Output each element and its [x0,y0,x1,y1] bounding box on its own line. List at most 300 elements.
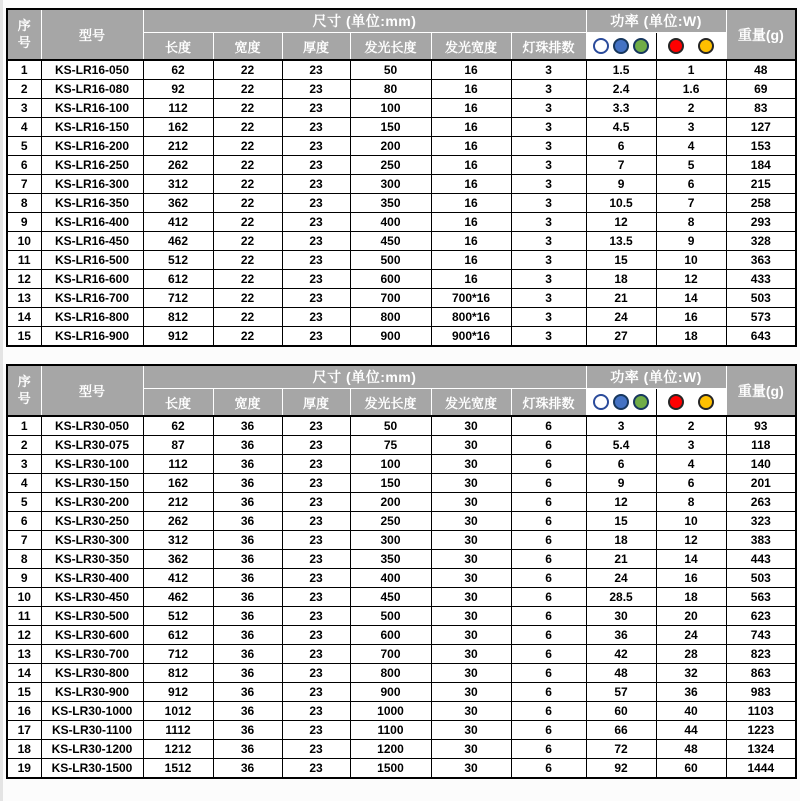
cell-length: 262 [143,512,213,531]
cell-emit-length: 800 [350,664,431,683]
cell-width: 22 [213,60,282,80]
cell-weight: 573 [726,308,796,327]
cell-led-rows: 6 [511,436,586,455]
cell-width: 36 [213,702,282,721]
cell-led-rows: 6 [511,455,586,474]
cell-emit-length: 300 [350,531,431,550]
cell-model: KS-LR16-350 [41,194,143,213]
cell-width: 36 [213,721,282,740]
cell-weight: 363 [726,251,796,270]
cell-power-red-yellow: 60 [656,759,726,779]
cell-index: 17 [7,721,41,740]
cell-emit-width: 800*16 [431,308,511,327]
cell-weight: 328 [726,232,796,251]
table-row [7,327,796,347]
cell-emit-length: 1500 [350,759,431,779]
cell-length: 712 [143,289,213,308]
cell-thickness: 23 [282,270,350,289]
led-color-icons [587,389,656,415]
cell-width: 22 [213,270,282,289]
cell-emit-length: 500 [350,251,431,270]
cell-model: KS-LR16-900 [41,327,143,347]
cell-power-red-yellow: 6 [656,175,726,194]
cell-model: KS-LR30-075 [41,436,143,455]
cell-led-rows: 3 [511,194,586,213]
cell-weight: 93 [726,416,796,436]
cell-index: 3 [7,455,41,474]
cell-emit-length: 250 [350,512,431,531]
cell-power-red-yellow: 18 [656,588,726,607]
cell-thickness: 23 [282,436,350,455]
cell-power-white-blue-green: 18 [586,531,656,550]
cell-index: 11 [7,251,41,270]
table-row [7,550,796,569]
table-header [7,9,796,60]
cell-power-red-yellow: 2 [656,416,726,436]
cell-index: 12 [7,270,41,289]
cell-thickness: 23 [282,607,350,626]
cell-thickness: 23 [282,327,350,347]
cell-power-white-blue-green: 24 [586,569,656,588]
cell-weight: 215 [726,175,796,194]
cell-power-red-yellow: 32 [656,664,726,683]
cell-emit-length: 100 [350,99,431,118]
cell-power-white-blue-green: 5.4 [586,436,656,455]
cell-model: KS-LR16-700 [41,289,143,308]
cell-thickness: 23 [282,512,350,531]
cell-weight: 153 [726,137,796,156]
cell-width: 22 [213,99,282,118]
table-row [7,289,796,308]
cell-width: 22 [213,175,282,194]
cell-length: 1512 [143,759,213,779]
cell-led-rows: 3 [511,99,586,118]
cell-emit-width: 16 [431,232,511,251]
cell-emit-length: 100 [350,455,431,474]
cell-width: 22 [213,232,282,251]
header-led-rows: 灯珠排数 [511,389,586,417]
cell-power-white-blue-green: 21 [586,289,656,308]
cell-power-red-yellow: 12 [656,531,726,550]
cell-width: 36 [213,455,282,474]
cell-power-red-yellow: 3 [656,436,726,455]
cell-weight: 48 [726,60,796,80]
cell-power-red-yellow: 8 [656,213,726,232]
cell-emit-width: 30 [431,569,511,588]
cell-weight: 503 [726,569,796,588]
cell-length: 612 [143,626,213,645]
cell-thickness: 23 [282,232,350,251]
cell-led-rows: 3 [511,60,586,80]
lr16-table-body [7,60,796,346]
cell-model: KS-LR30-200 [41,493,143,512]
cell-led-rows: 6 [511,740,586,759]
cell-power-red-yellow: 16 [656,308,726,327]
table-row [7,99,796,118]
cell-length: 812 [143,664,213,683]
led-color-icons [657,389,726,415]
cell-power-white-blue-green: 9 [586,175,656,194]
cell-power-red-yellow: 40 [656,702,726,721]
cell-power-white-blue-green: 72 [586,740,656,759]
cell-width: 22 [213,137,282,156]
table-row [7,416,796,436]
cell-power-white-blue-green: 28.5 [586,588,656,607]
cell-emit-width: 30 [431,607,511,626]
cell-weight: 503 [726,289,796,308]
cell-power-white-blue-green: 15 [586,512,656,531]
cell-emit-width: 900*16 [431,327,511,347]
cell-index: 14 [7,308,41,327]
cell-emit-length: 400 [350,213,431,232]
cell-thickness: 23 [282,289,350,308]
cell-power-red-yellow: 24 [656,626,726,645]
cell-thickness: 23 [282,721,350,740]
cell-thickness: 23 [282,493,350,512]
cell-emit-length: 1100 [350,721,431,740]
cell-power-white-blue-green: 27 [586,327,656,347]
cell-power-white-blue-green: 66 [586,721,656,740]
cell-thickness: 23 [282,569,350,588]
cell-index: 19 [7,759,41,779]
table-row [7,118,796,137]
cell-emit-width: 700*16 [431,289,511,308]
cell-model: KS-LR16-500 [41,251,143,270]
table-row [7,607,796,626]
yellow-led-icon [698,394,714,410]
cell-emit-width: 30 [431,550,511,569]
cell-emit-length: 50 [350,416,431,436]
cell-length: 112 [143,455,213,474]
red-led-icon [668,38,684,54]
cell-emit-width: 30 [431,645,511,664]
cell-emit-length: 500 [350,607,431,626]
header-size-group: 尺寸 (单位:mm) [143,365,586,389]
cell-length: 1012 [143,702,213,721]
table-header [7,365,796,416]
cell-power-white-blue-green: 12 [586,493,656,512]
cell-width: 22 [213,327,282,347]
cell-power-red-yellow: 4 [656,455,726,474]
table-row [7,270,796,289]
cell-length: 1212 [143,740,213,759]
cell-emit-width: 16 [431,118,511,137]
cell-width: 22 [213,80,282,99]
table-row [7,436,796,455]
cell-width: 22 [213,289,282,308]
cell-power-red-yellow: 10 [656,251,726,270]
cell-width: 36 [213,569,282,588]
cell-weight: 258 [726,194,796,213]
cell-weight: 1444 [726,759,796,779]
blue-led-icon [613,394,629,410]
cell-length: 62 [143,416,213,436]
cell-width: 22 [213,156,282,175]
cell-emit-length: 400 [350,569,431,588]
cell-model: KS-LR30-900 [41,683,143,702]
cell-led-rows: 3 [511,213,586,232]
cell-power-red-yellow: 4 [656,137,726,156]
cell-power-white-blue-green: 2.4 [586,80,656,99]
cell-led-rows: 6 [511,683,586,702]
cell-length: 512 [143,251,213,270]
cell-weight: 743 [726,626,796,645]
cell-thickness: 23 [282,194,350,213]
cell-index: 10 [7,588,41,607]
cell-model: KS-LR30-450 [41,588,143,607]
cell-emit-length: 200 [350,493,431,512]
cell-length: 112 [143,99,213,118]
cell-emit-width: 16 [431,251,511,270]
header-length: 长度 [143,389,213,417]
cell-weight: 383 [726,531,796,550]
header-power-white-blue-green [586,389,656,417]
cell-emit-width: 30 [431,626,511,645]
cell-index: 15 [7,327,41,347]
table-row [7,569,796,588]
white-led-icon [593,394,609,410]
cell-led-rows: 3 [511,289,586,308]
cell-emit-width: 16 [431,156,511,175]
cell-length: 812 [143,308,213,327]
cell-emit-width: 16 [431,270,511,289]
cell-weight: 140 [726,455,796,474]
cell-width: 36 [213,531,282,550]
cell-emit-length: 200 [350,137,431,156]
cell-emit-length: 50 [350,60,431,80]
cell-model: KS-LR30-500 [41,607,143,626]
cell-width: 22 [213,213,282,232]
cell-power-white-blue-green: 10.5 [586,194,656,213]
red-led-icon [668,394,684,410]
cell-index: 2 [7,436,41,455]
cell-model: KS-LR16-100 [41,99,143,118]
cell-power-red-yellow: 1 [656,60,726,80]
cell-power-white-blue-green: 12 [586,213,656,232]
cell-length: 462 [143,232,213,251]
cell-model: KS-LR30-100 [41,455,143,474]
cell-model: KS-LR30-1000 [41,702,143,721]
cell-emit-width: 30 [431,683,511,702]
cell-model: KS-LR30-150 [41,474,143,493]
cell-index: 8 [7,550,41,569]
cell-power-red-yellow: 9 [656,232,726,251]
cell-power-white-blue-green: 4.5 [586,118,656,137]
cell-led-rows: 6 [511,759,586,779]
cell-length: 87 [143,436,213,455]
cell-emit-width: 30 [431,740,511,759]
cell-weight: 863 [726,664,796,683]
cell-weight: 127 [726,118,796,137]
table-row [7,626,796,645]
cell-power-red-yellow: 16 [656,569,726,588]
cell-weight: 623 [726,607,796,626]
cell-power-red-yellow: 28 [656,645,726,664]
cell-power-white-blue-green: 92 [586,759,656,779]
cell-index: 2 [7,80,41,99]
cell-model: KS-LR16-800 [41,308,143,327]
cell-weight: 69 [726,80,796,99]
cell-thickness: 23 [282,156,350,175]
cell-model: KS-LR16-400 [41,213,143,232]
header-index: 序号 [7,9,41,60]
cell-emit-width: 30 [431,512,511,531]
cell-power-red-yellow: 3 [656,118,726,137]
table-row [7,664,796,683]
cell-led-rows: 6 [511,645,586,664]
cell-index: 3 [7,99,41,118]
cell-model: KS-LR30-1500 [41,759,143,779]
cell-led-rows: 6 [511,512,586,531]
cell-length: 362 [143,194,213,213]
cell-emit-length: 1000 [350,702,431,721]
cell-model: KS-LR30-400 [41,569,143,588]
cell-power-red-yellow: 7 [656,194,726,213]
cell-emit-width: 30 [431,588,511,607]
cell-emit-width: 16 [431,99,511,118]
cell-emit-width: 30 [431,436,511,455]
cell-emit-length: 450 [350,232,431,251]
cell-power-white-blue-green: 7 [586,156,656,175]
cell-model: KS-LR16-250 [41,156,143,175]
cell-model: KS-LR30-300 [41,531,143,550]
cell-emit-length: 350 [350,194,431,213]
cell-length: 212 [143,493,213,512]
cell-led-rows: 6 [511,607,586,626]
cell-length: 412 [143,569,213,588]
cell-power-red-yellow: 6 [656,474,726,493]
cell-emit-width: 30 [431,664,511,683]
cell-index: 6 [7,512,41,531]
cell-power-white-blue-green: 36 [586,626,656,645]
cell-led-rows: 3 [511,232,586,251]
lr30-spec-table [6,364,797,779]
table-row [7,232,796,251]
header-size-group: 尺寸 (单位:mm) [143,9,586,33]
cell-length: 262 [143,156,213,175]
cell-led-rows: 6 [511,474,586,493]
cell-thickness: 23 [282,702,350,721]
cell-emit-width: 16 [431,213,511,232]
table-row [7,721,796,740]
cell-thickness: 23 [282,759,350,779]
cell-weight: 263 [726,493,796,512]
header-emit-width: 发光宽度 [431,33,511,61]
table-row [7,80,796,99]
cell-weight: 443 [726,550,796,569]
cell-weight: 83 [726,99,796,118]
cell-width: 36 [213,474,282,493]
cell-led-rows: 6 [511,664,586,683]
cell-model: KS-LR30-1200 [41,740,143,759]
cell-length: 912 [143,327,213,347]
cell-width: 22 [213,118,282,137]
cell-thickness: 23 [282,664,350,683]
cell-weight: 433 [726,270,796,289]
cell-thickness: 23 [282,118,350,137]
cell-model: KS-LR30-600 [41,626,143,645]
cell-weight: 563 [726,588,796,607]
cell-thickness: 23 [282,683,350,702]
cell-length: 212 [143,137,213,156]
cell-model: KS-LR16-300 [41,175,143,194]
cell-power-white-blue-green: 24 [586,308,656,327]
cell-index: 1 [7,60,41,80]
cell-length: 162 [143,118,213,137]
cell-width: 36 [213,740,282,759]
cell-length: 92 [143,80,213,99]
cell-thickness: 23 [282,455,350,474]
cell-width: 22 [213,251,282,270]
cell-thickness: 23 [282,80,350,99]
cell-weight: 1223 [726,721,796,740]
cell-power-red-yellow: 1.6 [656,80,726,99]
cell-index: 6 [7,156,41,175]
cell-width: 36 [213,588,282,607]
table-row [7,512,796,531]
table-row [7,740,796,759]
cell-emit-length: 300 [350,175,431,194]
cell-length: 612 [143,270,213,289]
cell-model: KS-LR16-450 [41,232,143,251]
cell-power-white-blue-green: 21 [586,550,656,569]
table-row [7,588,796,607]
cell-power-white-blue-green: 3.3 [586,99,656,118]
cell-weight: 643 [726,327,796,347]
cell-emit-length: 150 [350,118,431,137]
cell-width: 36 [213,607,282,626]
led-color-icons [587,33,656,59]
cell-width: 36 [213,683,282,702]
cell-power-red-yellow: 12 [656,270,726,289]
cell-width: 36 [213,664,282,683]
cell-index: 13 [7,645,41,664]
table-row [7,194,796,213]
header-model: 型号 [41,365,143,416]
table-row [7,156,796,175]
cell-weight: 118 [726,436,796,455]
lr16-spec-table [6,8,797,347]
cell-index: 16 [7,702,41,721]
table-row [7,531,796,550]
header-emit-length: 发光长度 [350,389,431,417]
cell-led-rows: 3 [511,327,586,347]
cell-index: 11 [7,607,41,626]
header-power-white-blue-green [586,33,656,61]
table-row [7,175,796,194]
cell-width: 22 [213,308,282,327]
table-row [7,60,796,80]
cell-index: 9 [7,213,41,232]
cell-length: 62 [143,60,213,80]
cell-index: 4 [7,474,41,493]
header-thickness: 厚度 [282,33,350,61]
cell-model: KS-LR30-250 [41,512,143,531]
cell-power-red-yellow: 5 [656,156,726,175]
cell-emit-width: 30 [431,721,511,740]
cell-weight: 323 [726,512,796,531]
cell-emit-length: 700 [350,645,431,664]
cell-length: 162 [143,474,213,493]
cell-power-white-blue-green: 42 [586,645,656,664]
cell-thickness: 23 [282,175,350,194]
cell-power-white-blue-green: 57 [586,683,656,702]
cell-led-rows: 6 [511,702,586,721]
table-row [7,493,796,512]
cell-emit-width: 30 [431,531,511,550]
header-power-group: 功率 (单位:W) [586,9,726,33]
cell-weight: 983 [726,683,796,702]
